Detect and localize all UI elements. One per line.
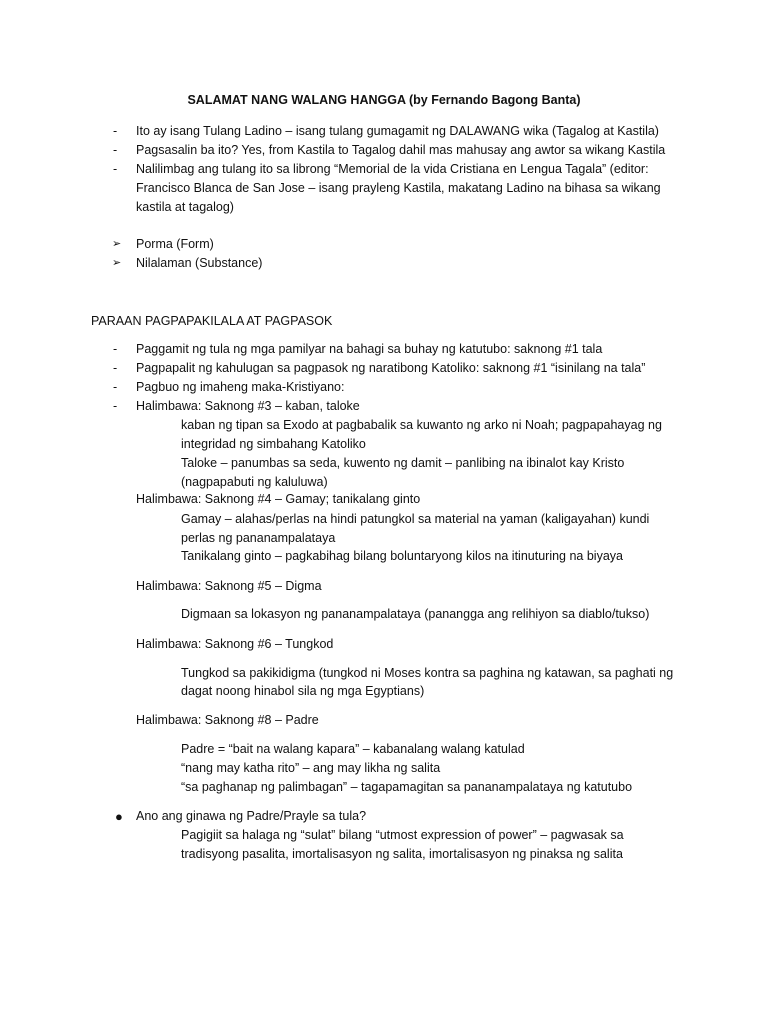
dash-marker: - xyxy=(113,361,118,375)
example-label: Halimbawa: Saknong #6 – Tungkod xyxy=(136,637,334,651)
example-label: Halimbawa: Saknong #5 – Digma xyxy=(136,579,322,593)
document-title: SALAMAT NANG WALANG HANGGA (by Fernando Bagong Banta) xyxy=(187,93,581,107)
example-label: Halimbawa: Saknong #4 – Gamay; tanikalang ginto xyxy=(136,492,421,506)
bullet-dot-icon: ● xyxy=(115,809,123,824)
dash-marker: - xyxy=(113,380,118,394)
dash-marker: - xyxy=(113,342,118,356)
dash-marker: - xyxy=(113,399,118,413)
section-heading: PARAAN PAGPAPAKILALA AT PAGPASOK xyxy=(91,314,333,328)
dash-marker: - xyxy=(113,143,118,157)
arrow-bullet-icon: ➢ xyxy=(112,257,122,269)
arrow-bullet-icon: ➢ xyxy=(112,238,122,250)
dash-marker: - xyxy=(113,162,118,176)
document-page: SALAMAT NANG WALANG HANGGA (by Fernando Bagong Banta) - Ito ay isang Tulang Ladino – isang tulang gumagamit ng DALAWANG wika (Tagalog at Kastila) - Pagsasalin ba ito? Yes, from Kastila to Tagalog dahil mas mahusay ang awtor sa wikang Kastila - Nalilimbag ang tulang ito sa librong “Memorial de la vida Cristiana en Lengua Tagala” (editor: Francisco Blanca de San Jose – isang prayleng Kastila, makatang Ladino na bihasa sa wikang kastila at tagalog) ➢ Porma (Form) ➢ Nilalaman (Substance) PARAAN PAGPAPAKILALA AT PAGPASOK - Paggamit ng tula ng mga pamilyar na bahagi sa buhay ng katutubo: saknong #1 tala - Pagpapalit ng kahulugan sa pagpasok ng naratibong Katoliko: saknong #1 “isinilang na tala” - Pagbuo ng imaheng maka-Kristiyano: - Halimbawa: Saknong #3 – kaban, taloke kaban ng tipan sa Exodo at pagbabalik sa kuwanto ng arko ni Noah; pagpapahayag ng integridad ng simbahang Katoliko Taloke – panumbas sa seda, kuwento ng damit – panlibing na ibinalot kay Kristo (nagpapabuti ng kaluluwa) Halimbawa: Saknong #4 – Gamay; tanikalang ginto Gamay – alahas/perlas na hindi patungkol sa material na yaman (kaligayahan) kundi perlas ng pananampalataya Tanikalang ginto – pagkabihag bilang boluntaryong kilos na itinuturing na biyaya Halimbawa: Saknong #5 – Digma Digmaan sa lokasyon ng pananampalataya (panangga ang relihiyon sa diablo/tukso) Halimbawa: Saknong #6 – Tungkod Tungkod sa pakikidigma (tungkod ni Moses kontra sa paghina ng katawan, sa paghati ng dagat noong hinabol sila ng mga Egyptians) Halimbawa: Saknong #8 – Padre Padre = “bait na walang kapara” – kabanalang walang katulad “nang may katha rito” – ang may likha ng salita “sa paghanap ng palimbagan” – tagapamagitan sa pananampalataya ng katutubo ● Ano ang ginawa ng Padre/Prayle sa tula? Pagigiit sa halaga ng “sulat” bilang “utmost expression of power” – pagwasak sa tradisyong pasalita, imortalisasyon ng salita, imortalisasyon ng pinaksa ng salita xyxy=(0,0,768,1024)
dash-marker: - xyxy=(113,124,118,138)
example-label: Halimbawa: Saknong #8 – Padre xyxy=(136,713,319,727)
